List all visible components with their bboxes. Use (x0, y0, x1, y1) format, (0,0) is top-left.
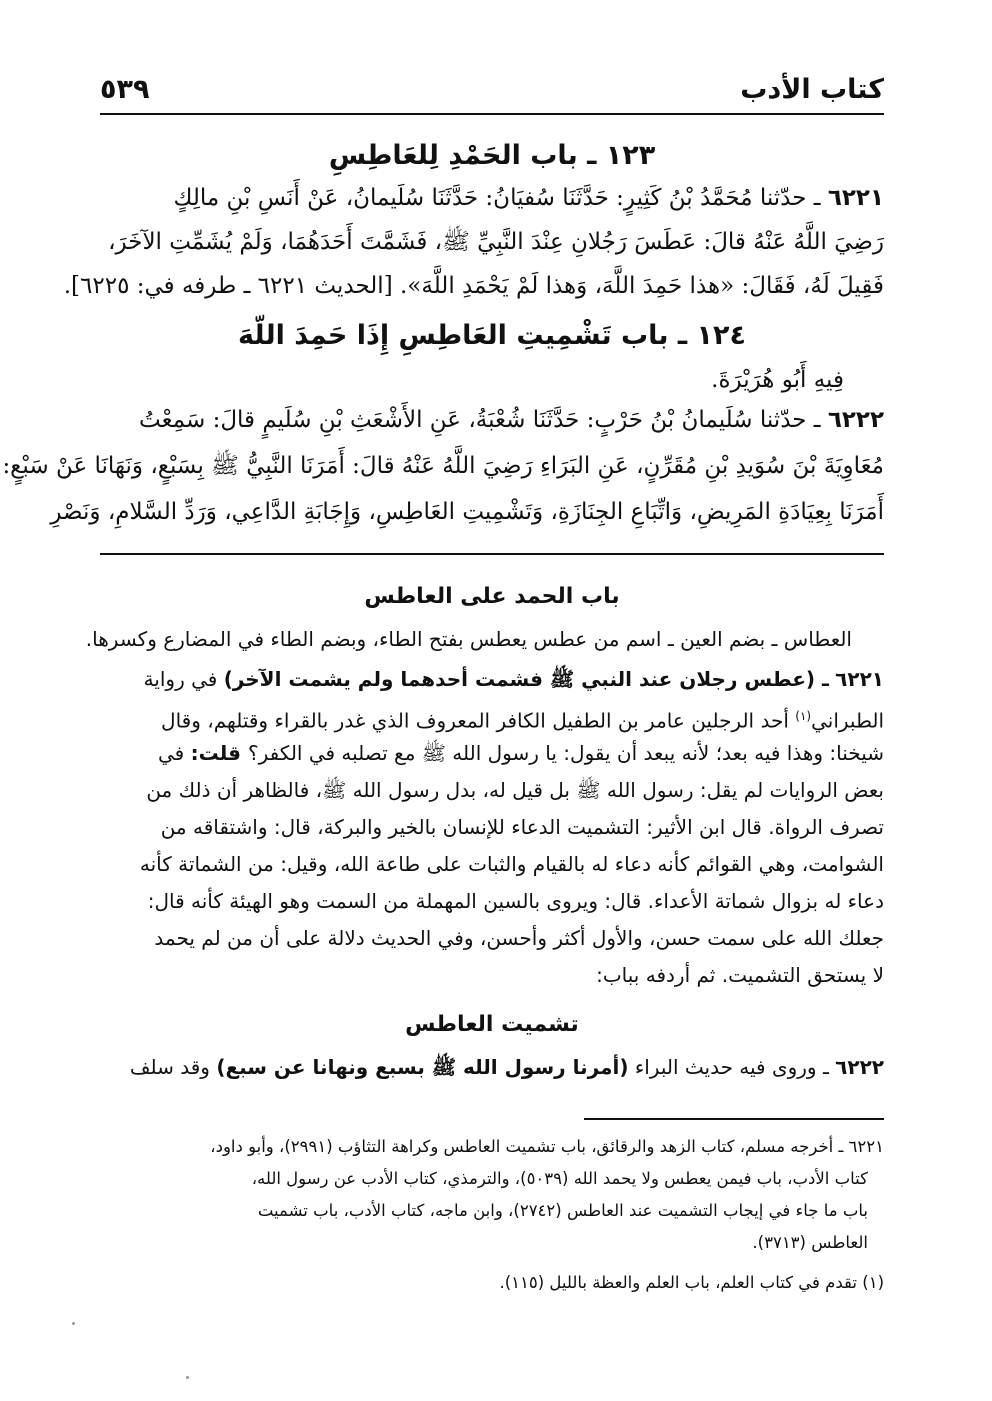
scan-speck (186, 1376, 189, 1379)
commentary-line-3-rest: في (158, 741, 191, 765)
hadith-6221-text: ـ حدّثنا مُحَمَّدُ بْنُ كَثِيرٍ: حَدَّثَنَا سُفيَانُ: حَدَّثَنَا سُلَيمانُ، عَنْ أَنَسِ بْنِ مالِكٍ (173, 185, 821, 211)
scan-speck (72, 1322, 75, 1325)
commentary-qultu: قلت: (190, 741, 248, 765)
hadith-6222-line-3: أَمَرَنَا بِعِيَادَةِ المَرِيضِ، وَاتِّبَاعِ الجِنَازَةِ، وَتَشْمِيتِ العَاطِسِ، وَإِجَابَةِ الدَّاعِي، وَرَدِّ السَّلامِ، وَنَصْرِ (50, 499, 884, 525)
commentary-quote-2: (أمرنا رسول الله ﷺ بسبع ونهانا عن سبع) (216, 1055, 629, 1079)
hadith-6221-line-2: رَضِيَ اللَّهُ عَنْهُ قالَ: عَطَسَ رَجُلانِ عِنْدَ النَّبِيِّ ﷺ، فَشَمَّتَ أَحَدَهُمَا، وَلَمْ يُشَمِّتِ الآخَرَ، (108, 229, 884, 255)
footnote-separator (584, 1118, 884, 1120)
commentary-line-9: لا يستحق التشميت. ثم أردفه بباب: (596, 963, 884, 987)
commentary-line-8: جعلك الله على سمت حسن، والأول أكثر وأحسن، وفي الحديث دلالة على أن من لم يحمد (154, 926, 884, 950)
lexical-note: العطاس ـ بضم العين ـ اسم من عطس يعطس بفتح الطاء، وبضم الطاء في المضارع وكسرها. (85, 627, 852, 651)
commentary-line-5: تصرف الرواة. قال ابن الأثير: التشميت الدعاء للإنسان بالخير والبركة، قال: واشتقاقه من (160, 815, 884, 839)
hadith-6221-line-3: فَقِيلَ لَهُ، فَقَالَ: «هذا حَمِدَ اللَّهَ، وَهذا لَمْ يَحْمَدِ اللَّهَ». [الحديث ٦٢٢١ ـ طرفه في: ٦٢٢٥]. (63, 273, 884, 299)
footnote-6221-line-4: العاطس (٣٧١٣). (752, 1233, 868, 1252)
commentary-line-1 (100, 660, 884, 698)
commentary-line-6: الشوامت، وهي القوائم كأنه دعاء له بالقيام والثبات على طاعة الله، وقيل: من الشماتة كأنه (139, 852, 884, 876)
commentary-line-3 (100, 734, 884, 772)
commentary-line-3-start: شيخنا: وهذا فيه بعد؛ لأنه يبعد أن يقول: يا رسول الله ﷺ مع تصلبه في الكفر؟ (248, 741, 884, 765)
commentary-heading-2: تشميت العاطس (405, 1012, 579, 1037)
commentary-last-rest: وقد سلف (129, 1055, 217, 1079)
chapter-124-note: فِيهِ أَبُو هُرَيْرَةَ. (711, 367, 844, 393)
commentary-line-4: بعض الروايات لم يقل: رسول الله ﷺ بل قيل له، بدل رسول الله ﷺ، فالظاهر أن ذلك من (146, 778, 884, 802)
hadith-6221-number: ٦٢٢١ (827, 185, 884, 211)
commentary-hadith-number: ٦٢٢١ (835, 667, 884, 691)
footnote-marker: (١) (795, 709, 812, 723)
footnote-6221-line-1: ٦٢٢١ ـ أخرجه مسلم، كتاب الزهد والرقائق، باب تشميت العاطس وكراهة التثاؤب (٢٩٩١)، وأبو داود، (210, 1137, 884, 1156)
commentary-last-line (100, 1048, 884, 1086)
hadith-6222-line-2: مُعَاوِيَةَ بْنَ سُوَيدِ بْنِ مُقَرِّنٍ، عَنِ البَرَاءِ رَضِيَ اللَّهُ عَنْهُ قالَ: أَمَرَنَا النَّبِيُّ ﷺ بِسَبْعٍ، وَنَهَانَا عَنْ سَبْعٍ: (2, 453, 884, 479)
running-header (100, 74, 884, 112)
hadith-6222-text: ـ حدّثنا سُلَيمانُ بْنُ حَرْبٍ: حَدَّثَنَا شُعْبَةُ، عَنِ الأَشْعَثِ بْنِ سُلَيمٍ قالَ: سَمِعْتُ (139, 407, 821, 433)
chapter-124-title: ١٢٤ ـ باب تَشْمِيتِ العَاطِسِ إِذَا حَمِدَ اللّهَ (238, 320, 746, 351)
commentary-line-1-rest: في رواية (143, 667, 224, 691)
commentary-last-number: ٦٢٢٢ (835, 1055, 884, 1079)
chapter-123-title: ١٢٣ ـ باب الحَمْدِ لِلعَاطِسِ (328, 140, 656, 171)
hadith-6221-line-1 (100, 178, 884, 218)
commentary-heading-1: باب الحمد على العاطس (364, 584, 620, 609)
commentary-line-2-rest: أحد الرجلين عامر بن الطفيل الكافر المعروف الذي غدر بالقراء وقتلهم، وقال (161, 708, 796, 733)
commentary-line-2 (100, 697, 884, 735)
footnote-1: (١) تقدم في كتاب العلم، باب العلم والعظة بالليل (١١٥). (499, 1273, 884, 1292)
page-number: ٥٣٩ (100, 74, 150, 105)
commentary-last-start: ـ وروى فيه حديث البراء (628, 1055, 829, 1079)
header-rule (100, 113, 884, 115)
footnote-6221-line-3: باب ما جاء في إيجاب التشميت عند العاطس (٢٧٤٢)، وابن ماجه، كتاب الأدب، باب تشميت (257, 1201, 868, 1220)
hadith-6222-number: ٦٢٢٢ (827, 407, 884, 433)
book-title: كتاب الأدب (740, 74, 884, 105)
commentary-line-2-start: الطبراني (811, 708, 884, 733)
hadith-6222-line-1 (100, 400, 884, 440)
commentary-quote-1: ـ (عطس رجلان عند النبي ﷺ فشمت أحدهما ولم يشمت الآخر) (223, 667, 829, 691)
matn-separator (100, 553, 884, 555)
footnote-6221-line-2: كتاب الأدب، باب فيمن يعطس ولا يحمد الله (٥٠٣٩)، والترمذي، كتاب الأدب عن رسول الله، (251, 1169, 868, 1188)
commentary-line-7: دعاء له بزوال شماتة الأعداء. قال: ويروى بالسين المهملة من السمت وهو الهيئة كأنه قال: (147, 889, 884, 913)
